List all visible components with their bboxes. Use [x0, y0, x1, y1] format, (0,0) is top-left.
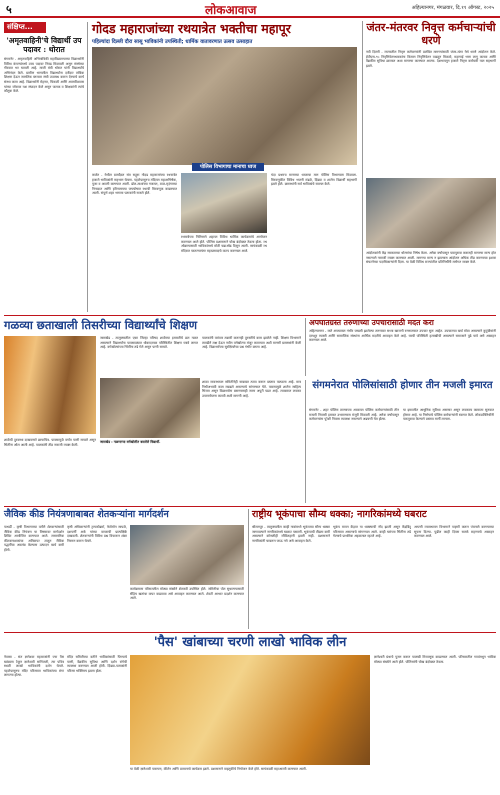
galvaya-photo-caption: जामखेड : गळणाऱ्या वर्गखोलीत बसलेले विद्यार्थी. — [100, 440, 161, 444]
paij-body-2: मंदिर समितीच्या वतीने भाविकांसाठी पिण्याचे पाणी, वैद्यकीय सुविधा आणि दर्शन रांगेची व्यवस्था करण्यात आली होती. दिंड्या-पताकांनी परिसर भक्तिमय झाला होता. — [67, 655, 127, 673]
galvaya-photo-2 — [100, 378, 200, 438]
paij-body-3: या वेळी ज्ञानेश्वरी पारायण, कीर्तन आणि प्रवचनाचे कार्यक्रम झाले. प्रशासनाने वाहतुकीचे नियोजन केले होते. सायंकाळी महाआरती करण्यात आली. — [130, 767, 307, 771]
paij-headline: 'पैस' खांबाच्या चरणी लाखो भाविक लीन — [153, 635, 347, 650]
rashtriya-body-1: श्रीरामपूर - तालुक्यातील काही गावांमध्ये भूकंपाचा सौम्य धक्का जाणवल्याने नागरिकांमध्ये घबराट पसरली. भूकंपाची तीव्रता कमी असल्याने कोणतीही जीवितहानी झाली नाही. प्रशासनाने नागरिकांनी घाबरून जाऊ नये असे आवाहन केले. — [252, 525, 330, 543]
right-top-headline: जंतर-मंतरवर निवृत्त कर्मचाऱ्यांची धरणे — [366, 21, 496, 47]
rashtriya-body-2: भूकंप मापन केंद्रात या धक्क्याची नोंद झाली असून केंद्रबिंदू परिसरात असल्याचे सांगण्यात आले. काही घरांच्या भिंतींना तडे गेल्याचे प्राथमिक अहवालात म्हटले आहे. — [333, 525, 411, 539]
page-header — [0, 0, 500, 18]
lead-subhead: पहिल्यांदा दिल्ली दौरा सासू भाविकांनी उपस्थिती; धार्मिक वातावरणात उत्सव उत्साहात — [92, 39, 253, 45]
paij-story — [4, 635, 496, 793]
jaivik-body-3: कार्यक्रमास परिसरातील मोठ्या संख्येने शेतकरी उपस्थित होते. जमिनीचा पोत सुधारण्यासाठी सेंद्रिय खतांचा वापर वाढवावा असे आवाहन करण्यात आले. शेवटी आभार प्रदर्शन करण्यात आले. — [130, 587, 244, 601]
sangamner-story — [305, 380, 496, 503]
rashtriya-story — [248, 509, 496, 629]
divider-1 — [4, 315, 496, 316]
lead-story — [92, 21, 357, 313]
apaghat-headline: अपघातग्रस्त तरुणाच्या उपचारासाठी मदत करा — [309, 318, 434, 327]
jaivik-headline: जैविक कीड नियंत्रणाबाबत शेतकऱ्यांना मार्गदर्शन — [4, 509, 169, 520]
right-top-story — [362, 21, 496, 313]
lead-inset-photo — [181, 173, 267, 233]
paij-body-4: ज्ञानेश्वरी ग्रंथाचे पूजन करून पालखी मिरवणूक काढण्यात आली. परिसरातील गावांमधून भाविक मोठ्या संख्येने आले होते. पोलिसांनी चोख बंदोबस्त ठेवला. — [374, 655, 496, 664]
sankshipt-section — [4, 22, 88, 312]
right-top-body-2: आंदोलकांनी केंद्र सरकारच्या धोरणांचा निषेध केला. अनेक वर्षांपासून पाठपुरावा करूनही मागण्या मान्य होत नसल्याने नाराजी व्यक्त करण्यात आली. मागण्या मान्य न झाल्यास आंदोलन अधिक तीव्र करण्याचा इशारा संघटनेच्या पदाधिकाऱ्यांनी दिला. या वेळी विविध राज्यांतील प्रतिनिधींनी मनोगत व्यक्त केले. — [366, 251, 496, 265]
paij-body-1: नेवासा - संत ज्ञानेश्वर महाराजांनी ज्या पैस खांबाला टेकून ज्ञानेश्वरी सांगितली, त्या पवित्र स्थळी लाखो भाविकांनी दर्शन घेतले. पहाटेपासूनच मंदिर परिसरात भाविकांच्या रांगा लागल्या होत्या. — [4, 655, 64, 678]
jaivik-body-2: कृषी अधिकाऱ्यांनी ट्रायकोडर्मा, फेरोमोन सापळे, दशपर्णी अर्क यांच्या वापराची प्रात्यक्षिके दाखवली. शेतकऱ्यांनी विविध प्रश्न विचारून शंका निरसन करून घेतले. — [67, 525, 127, 543]
apaghat-story — [305, 318, 496, 376]
divider-3 — [4, 632, 496, 633]
galvaya-story — [4, 318, 301, 503]
jaivik-photo — [130, 525, 244, 585]
sangamner-headline: संगमनेरात पोलिसांसाठी होणार तीन मजली इमारत — [312, 380, 493, 391]
lead-body-2: रथयात्रेच्या निमित्ताने शहरात विविध धार्मिक कार्यक्रमांचे आयोजन करण्यात आले होते. पोलिस प्रशासनाने चोख बंदोबस्त ठेवला होता. रथ ओढण्यासाठी भाविकांमध्ये मोठी चढाओढ दिसून आली. सायंकाळी रथ मंदिरात परतल्यानंतर महाप्रसादाचे वाटप करण्यात आले. — [181, 235, 267, 253]
galvaya-headline: गळव्या छताखाली तिसरीच्या विद्यार्थ्यांचे शिक्षण — [4, 318, 198, 332]
paij-photo — [130, 655, 370, 765]
sangamner-body-2: या इमारतीत आधुनिक सुविधा असणार असून लवकरच कामाला सुरुवात होणार आहे. या निर्णयाचे पोलिस कर्मचाऱ्यांनी स्वागत केले. लोकप्रतिनिधींनी पाठपुरावा केल्याने प्रस्ताव मार्गी लागला. — [403, 408, 494, 422]
sankshipt-headline: 'अमृतवाहिनी'चे विद्यार्थी उप पदावर : थोरात — [6, 36, 82, 54]
jaivik-story — [4, 509, 244, 629]
galvaya-body-1: जामखेड - तालुक्यातील एका जिल्हा परिषद शाळेच्या इमारतीचे छत गळत असल्याने विद्यार्थ्यांना पावसाळ्यात धोकादायक परिस्थितीत शिक्षण घ्यावे लागत आहे. वर्गखोल्यांच्या भिंतींना तडे गेले असून पाणी साचते. — [100, 336, 198, 350]
right-top-body-1: नवी दिल्ली - राज्यातील निवृत्त कर्मचाऱ्यांनी प्रलंबित मागण्यांसाठी जंतर-मंतर येथे धरणे आंदोलन केले. ईपीएस-९५ निवृत्तिवेतनधारकांना किमान निवृत्तिवेतन वाढवून मिळावे, महागाई भत्ता लागू करावा आणि वैद्यकीय सुविधा द्याव्यात अशा मागण्या करण्यात आल्या. देशभरातून हजारो निवृत्त कर्मचारी यात सहभागी झाले. — [366, 50, 496, 68]
sankshipt-body: संगमनेर - अमृतवाहिनी अभियांत्रिकी महाविद्यालयाच्या विद्यार्थ्यांनी विविध कंपन्यांमध्ये उच्च पदावर निवड मिळवली असून संस्थेच्या गौरवात भर घातली आहे. माजी मंत्री थोरात यांनी विद्यार्थ्यांचे अभिनंदन केले. ग्रामीण भागातील विद्यार्थ्यांना दर्जेदार तांत्रिक शिक्षण देऊन जागतिक स्तरावर संधी उपलब्ध करून देण्याचे कार्य संस्था करत आहे. विद्यार्थ्यांनी मेहनत, चिकाटी आणि आत्मविश्वास यांच्या जोरावर यश संपादन केले असून पालक व शिक्षकांनी त्यांचे कौतुक केले. — [4, 57, 84, 94]
divider-2 — [4, 506, 496, 507]
lead-body-1: कर्जत - येथील ग्रामदैवत संत सद्गुरू गोदड महाराजांच्या रथयात्रेत हजारो भाविकांनी सहभाग घेतला. पहाटेपासूनच मंदिरात महाअभिषेक, पूजा व आरती करण्यात आली. ढोल-ताशांच्या गजरात, टाळ-मृदंगाच्या निनादात आणि हरिनामाच्या जयघोषात रथाची मिरवणूक काढण्यात आली. संपूर्ण शहर भगव्या पताकांनी सजले होते. — [92, 173, 177, 196]
galvaya-caption-col: शाळेची दुरवस्था दाखवणारे छायाचित्र. पावसामुळे वर्गात पाणी साचले असून भिंतींना ओल आली आहे. पालकांनी तीव्र नाराजी व्यक्त केली. — [4, 438, 96, 447]
lead-body-3: यंदा प्रथमच मानाच्या ध्वजाचा मान पोलिस विभागाला मिळाला. मिरवणुकीत विविध भजनी मंडळे, दिंड्या व शालेय विद्यार्थी सहभागी झाले होते. ग्रामस्थांनी सर्व भाविकांचे स्वागत केले. — [271, 173, 357, 187]
galvaya-photo — [4, 336, 96, 434]
right-top-photo — [366, 178, 496, 248]
rashtriya-headline: राष्ट्रीय भूकंपाचा सौम्य धक्का; नागरिकांमध्ये घबराट — [252, 509, 427, 520]
sangamner-body-1: संगमनेर - शहर पोलिस ठाण्याच्या आवारात पोलिस कर्मचाऱ्यांसाठी तीन मजली निवासी इमारत उभारण्यास मंजुरी मिळाली आहे. अनेक वर्षांपासून कर्मचाऱ्यांना पुरेशी निवास व्यवस्था नसल्याने अडचणी येत होत्या. — [309, 408, 399, 422]
jaivik-body-1: पाथर्डी - कृषी विभागाच्या वतीने शेतकऱ्यांसाठी जैविक कीड नियंत्रण या विषयावर मार्गदर्शन शिबिर आयोजित करण्यात आले. रासायनिक कीटकनाशकांचा अतिवापर टाळून जैविक पद्धतींचा अवलंब केल्यास उत्पादन खर्च कमी होतो. — [4, 525, 64, 552]
rashtriya-body-3: आपत्ती व्यवस्थापन विभागाने पाहणी करून पंचनामे करण्याच्या सूचना दिल्या. पुढील काही दिवस सतर्क राहण्याचे आवाहन करण्यात आले. — [414, 525, 494, 539]
lead-headline: गोदड महाराजांच्या रथयात्रेत भक्तीचा महापूर — [92, 21, 291, 36]
lead-photo-caption: पोलिस विभागाचा मानाचा ध्वज — [192, 163, 264, 171]
sankshipt-label: संक्षिप्त... — [4, 22, 46, 33]
lead-photo — [92, 47, 357, 165]
galvaya-body-3: शाळा व्यवस्थापन समितीनेही याबाबत ठराव करून प्रस्ताव पाठवला आहे. मात्र निधीअभावी काम रखडले असल्याचे सांगण्यात येते. पावसामुळे शालेय साहित्य भिजत असून विद्यार्थ्यांना बसण्यासही जागा अपुरी पडत आहे. लवकरात लवकर उपाययोजना करावी अशी मागणी आहे. — [202, 380, 301, 398]
masthead: लोकआवाज — [205, 3, 257, 17]
apaghat-body: अहिल्यानगर - रस्ते अपघातात गंभीर जखमी झालेल्या तरुणावर सध्या खाजगी रुग्णालयात उपचार सुरू आहेत. उपचाराचा खर्च मोठा असल्याने कुटुंबीयांनी दानशूर व्यक्ती आणि सामाजिक संस्थांना आर्थिक मदतीचे आवाहन केले आहे. घरची परिस्थिती हलाखीची असल्याने समाजाने पुढे यावे असे आवाहन करण्यात आले. — [309, 329, 496, 343]
page-number: ५ — [6, 3, 12, 16]
galvaya-body-2: पालकांनी वारंवार तक्रारी करूनही दुरुस्तीचे काम झालेले नाही. शिक्षण विभागाने तातडीने लक्ष देऊन नवीन वर्गखोल्या मंजूर कराव्यात अशी मागणी ग्रामस्थांनी केली आहे. विद्यार्थ्यांच्या सुरक्षिततेचा प्रश्न गंभीर बनला आहे. — [202, 336, 301, 350]
dateline: अहिल्यानगर, मंगळवार, दि.११ ऑगस्ट, २०२५ — [411, 5, 494, 11]
